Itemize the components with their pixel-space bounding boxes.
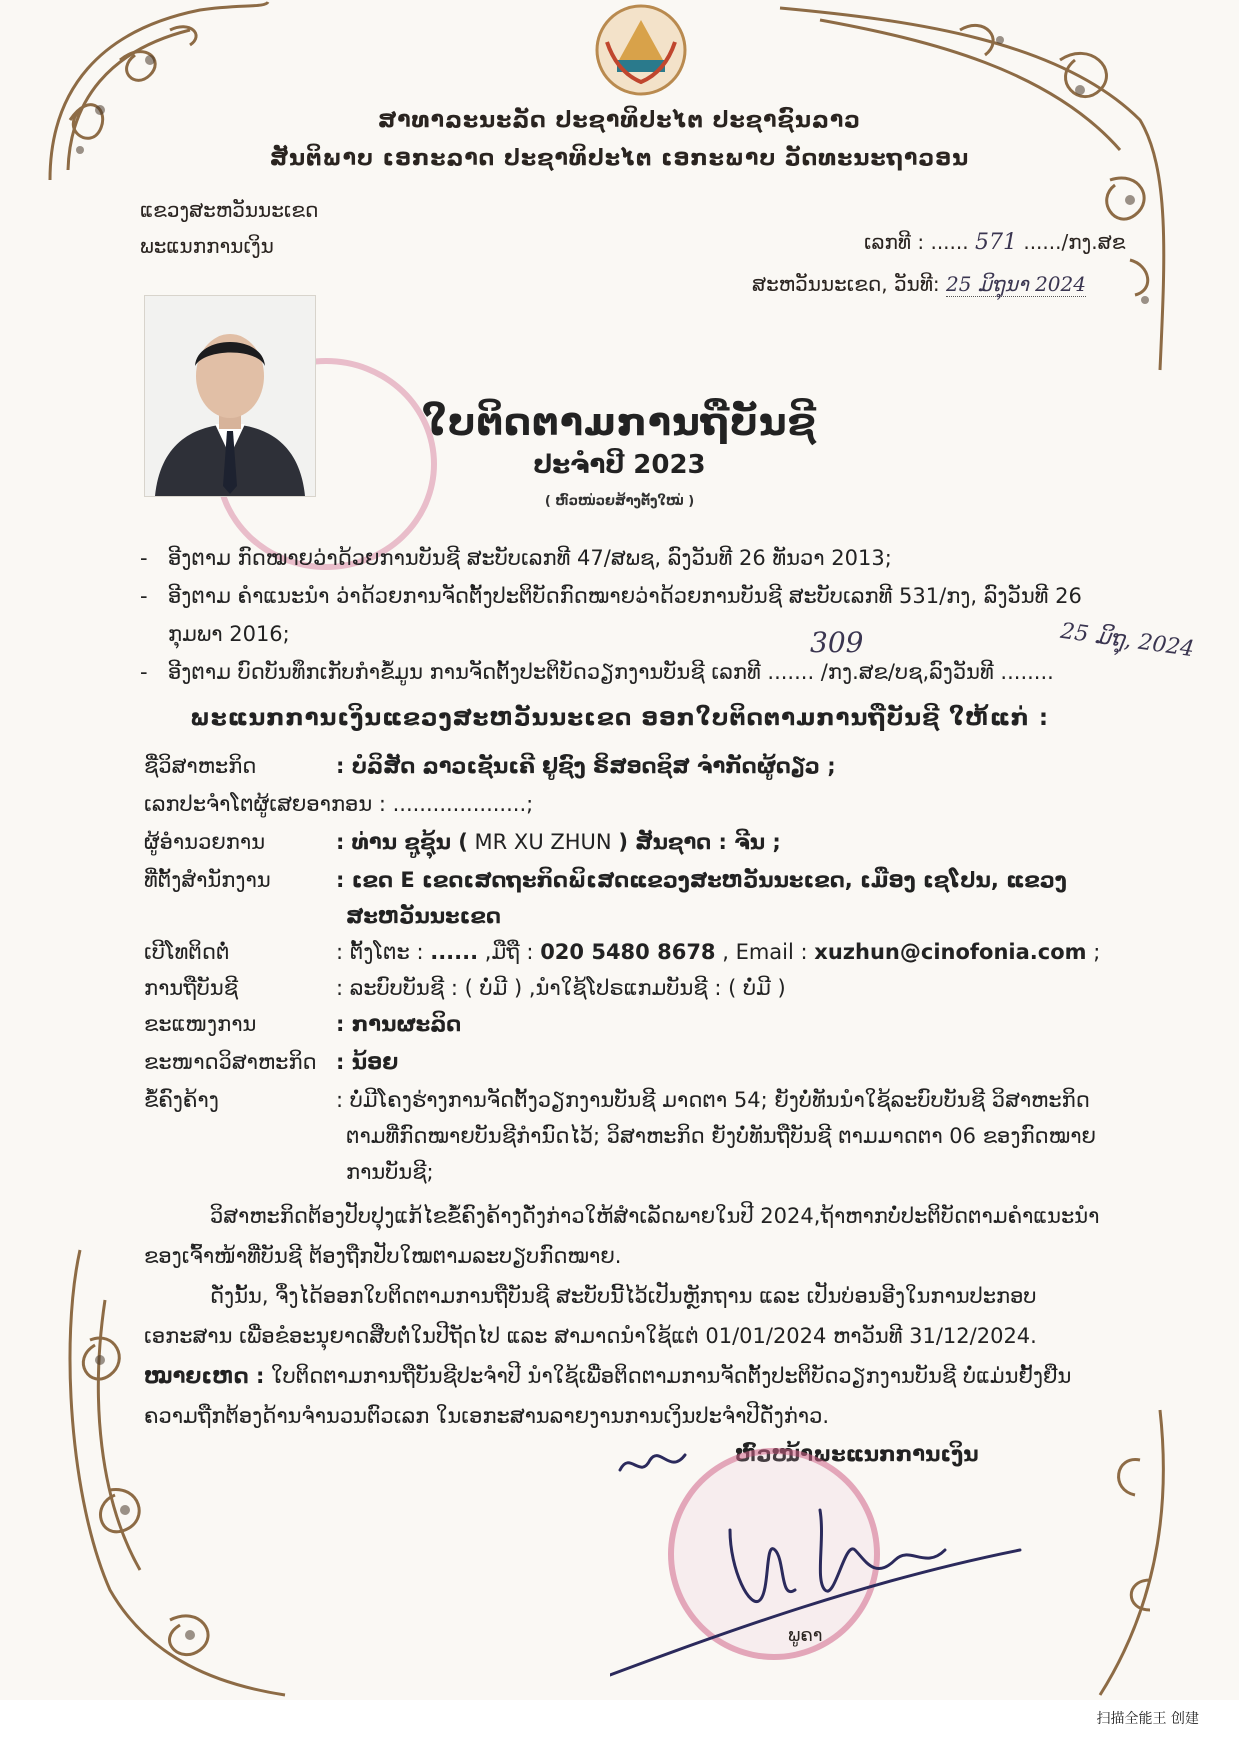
reference-bullet: - <box>140 584 148 608</box>
document-title: ໃບຕິດຕາມການຖືບັນຊີ <box>422 400 817 444</box>
compliance-paragraph-line-2: ຂອງເຈົ້າໜ້າທີ່ບັນຊີ ຕ້ອງຖືກປັບໃໝຕາມລະບຽບກົດໝາຍ. <box>144 1244 622 1268</box>
mobile-label: ,ມືຖື : <box>484 940 534 964</box>
reference-handwritten-date: 25 ມິຖຸ, 2024 <box>1058 618 1196 663</box>
contact-end: ; <box>1093 940 1101 964</box>
department-label: ພະແນກການເງິນ <box>140 234 274 258</box>
tax-id-field <box>144 792 533 816</box>
reference-text: ອີງຕາມ ກົດໝາຍວ່າດ້ວຍການບັນຊີ ສະບັບເລກທີ 47/ສພຊ, ລົງວັນທີ 26 ທັນວາ 2013; <box>168 546 892 570</box>
signatory-title: ຫົວໜ້າພະແນກການເງິນ <box>735 1442 979 1466</box>
address-line-1: : ເຂດ E ເຂດເສດຖະກິດພິເສດແຂວງສະຫວັນນະເຂດ, ເມືອງ ເຊໂປນ, ແຂວງ <box>336 868 1067 892</box>
outstanding-issues-line-2: ຕາມທີ່ກົດໝາຍບັນຊີກໍານົດໄວ້; ວິສາຫະກິດ ຍັງບໍ່ທັນຖືບັນຊີ ຕາມມາດຕາ 06 ຂອງກົດໝາຍ <box>346 1124 1096 1148</box>
document-number-handwritten: 571 <box>974 230 1017 255</box>
reference-bullet: - <box>140 546 148 570</box>
director-suffix: ) ສັນຊາດ : ຈີນ ; <box>618 830 781 854</box>
scanner-watermark: 扫描全能王 创建 <box>1096 1711 1199 1727</box>
accounting-label: ການຖືບັນຊີ <box>144 976 239 1000</box>
stamp-name-label: ພູຄາ <box>788 1625 823 1646</box>
company-name-value: : ບໍລິສັດ ລາວເຊັນເຄີ ຢູຊົງ ຣິສອດຊິສ ຈໍາກັດຜູ້ດຽວ ; <box>336 754 836 778</box>
document-date-handwritten: 25 ມິຖຸນາ 2024 <box>946 272 1086 296</box>
ornament-bottom-right-icon <box>1060 1400 1180 1700</box>
compliance-paragraph-line-1: ວິສາຫະກິດຕ້ອງປັບປຸງແກ້ໄຂຂໍ້ຄົງຄ້າງດັ່ງກ່າວໃຫ້ສໍາເລັດພາຍໃນປີ 2024,ຖ້າຫາກບໍ່ປະຕິບັດຕາມຄໍາແນະນໍາ <box>210 1204 1100 1228</box>
reference-item <box>140 660 1054 684</box>
contact-label: ເບີໂທຕິດຕໍ່ <box>144 940 230 964</box>
email-label: , Email : <box>722 940 808 964</box>
issuer-statement: ພະແນກການເງິນແຂວງສະຫວັນນະເຂດ ອອກໃບຕິດຕາມການຖືບັນຊີ ໃຫ້ແກ່ : <box>189 705 1050 731</box>
director-label: ຜູ້ອໍານວຍການ <box>144 830 266 854</box>
email-value: xuzhun@cinofonia.com <box>814 940 1087 964</box>
contact-value <box>336 940 1100 964</box>
reference-handwritten-number: 309 <box>810 626 864 659</box>
director-name-en: MR XU ZHUN <box>474 830 612 854</box>
document-subtitle: ( ຫົວໜ່ວຍສ້າງຕັ້ງໃໝ່ ) <box>544 494 695 509</box>
republic-line: ສາທາລະນະລັດ ປະຊາທິປະໄຕ ປະຊາຊົນລາວ <box>378 108 861 133</box>
reference-item <box>140 584 1082 608</box>
document-number <box>864 230 1125 255</box>
outstanding-issues-line-1: : ບໍ່ມີໂຄງຮ່າງການຈັດຕັ້ງວຽກງານບັນຊີ ມາດຕາ 54; ຍັງບໍ່ທັນນໍາໃຊ້ລະບົບບັນຊີ ວິສາຫະກິດ <box>336 1088 1090 1112</box>
accounting-value: : ລະບົບບັນຊີ : ( ບໍ່ມີ ) ,ນໍາໃຊ້ໂປຣແກມບັນຊີ : ( ບໍ່ມີ ) <box>336 976 786 1000</box>
tax-id-label: ເລກປະຈໍາໂຕຜູ້ເສຍອາກອນ : <box>144 792 386 816</box>
outstanding-issues-label: ຂໍ້ຄົງຄ້າງ <box>144 1088 219 1112</box>
company-name-label: ຊື່ວິສາຫະກິດ <box>144 754 257 778</box>
sector-label: ຂະແໜງການ <box>144 1012 257 1036</box>
ornament-top-right-icon <box>760 0 1180 380</box>
desk-phone-value: ...... <box>430 940 479 964</box>
address-label: ທີ່ຕັ້ງສໍານັກງານ <box>144 868 271 892</box>
document-date-label: ສະຫວັນນະເຂດ, ວັນທີ: <box>752 272 940 296</box>
reference-text: ອີງຕາມ ບົດບັນທຶກເກັບກໍາຂໍ້ມູນ ການຈັດຕັ້ງປະຕິບັດວຽກງານບັນຊີ ເລກທີ ....... /ກງ.ສຂ/ບຊ,ລົງວັນທີ ........ <box>168 660 1054 684</box>
note-text: ໃບຕິດຕາມການຖືບັນຊີປະຈໍາປີ ນໍາໃຊ້ເພື່ອຕິດຕາມການຈັດຕັ້ງປະຕິບັດວຽກງານບັນຊີ ບໍ່ແມ່ນຢັ້ງຢືນ <box>271 1364 1072 1388</box>
business-size-label: ຂະໜາດວິສາຫະກິດ <box>144 1050 317 1074</box>
outstanding-issues-line-3: ການບັນຊີ; <box>346 1160 434 1184</box>
business-size-value: : ນ້ອຍ <box>336 1050 399 1074</box>
sector-value: : ການຜະລິດ <box>336 1012 462 1036</box>
note-label: ໝາຍເຫດ : <box>144 1364 265 1388</box>
reference-text-continued: ກຸມພາ 2016; <box>168 622 290 646</box>
reference-text: ອີງຕາມ ຄໍາແນະນໍາ ວ່າດ້ວຍການຈັດຕັ້ງປະຕິບັດກົດໝາຍວ່າດ້ວຍການບັນຊີ ສະບັບເລກທີ 531/ກງ, ລົງວັນທີ 26 <box>168 584 1082 608</box>
province-label: ແຂວງສະຫວັນນະເຂດ <box>140 198 319 222</box>
tax-id-value: ....................; <box>392 792 534 816</box>
validity-paragraph-line-2: ເອກະສານ ເພື່ອຂໍອະນຸຍາດສືບຕໍ່ໃນປີຖັດໄປ ແລະ ສາມາດນໍາໃຊ້ແຕ່ 01/01/2024 ຫາວັນທີ 31/12/2024. <box>144 1324 1037 1348</box>
reference-item <box>140 546 892 570</box>
address-line-2: ສະຫວັນນະເຂດ <box>346 904 501 928</box>
document-number-dots-before: ...... <box>930 230 969 254</box>
director-prefix: : ທ່ານ ຊູຊຸ້ນ ( <box>336 830 468 854</box>
note-paragraph-line-2: ຄວາມຖືກຕ້ອງດ້ານຈໍານວນຕົວເລກ ໃນເອກະສານລາຍງານການເງິນປະຈໍາປີດັ່ງກ່າວ. <box>144 1404 830 1428</box>
document-number-label: ເລກທີ : <box>864 230 925 254</box>
document-year: ປະຈໍາປີ 2023 <box>533 450 706 480</box>
motto-line: ສັນຕິພາບ ເອກະລາດ ປະຊາທິປະໄຕ ເອກະພາບ ວັດທະນະຖາວອນ <box>269 146 970 171</box>
mobile-value: 020 5480 8678 <box>540 940 716 964</box>
desk-phone-label: : ຕັ້ງໂຕະ : <box>336 940 424 964</box>
reference-bullet: - <box>140 660 148 684</box>
validity-paragraph-line-1: ດັ່ງນັ້ນ, ຈຶ່ງໄດ້ອອກໃບຕິດຕາມການຖືບັນຊີ ສະບັບນີ້ໄວ້ເປັນຫຼັກຖານ ແລະ ເປັນບ່ອນອີງໃນການປະກອບ <box>210 1284 1037 1308</box>
director-value <box>336 830 781 854</box>
document-date <box>752 272 1086 296</box>
document-number-dots-after: ....../ກງ.ສຂ <box>1023 230 1126 254</box>
national-emblem-icon <box>593 2 689 98</box>
note-paragraph-line-1 <box>144 1356 1134 1396</box>
